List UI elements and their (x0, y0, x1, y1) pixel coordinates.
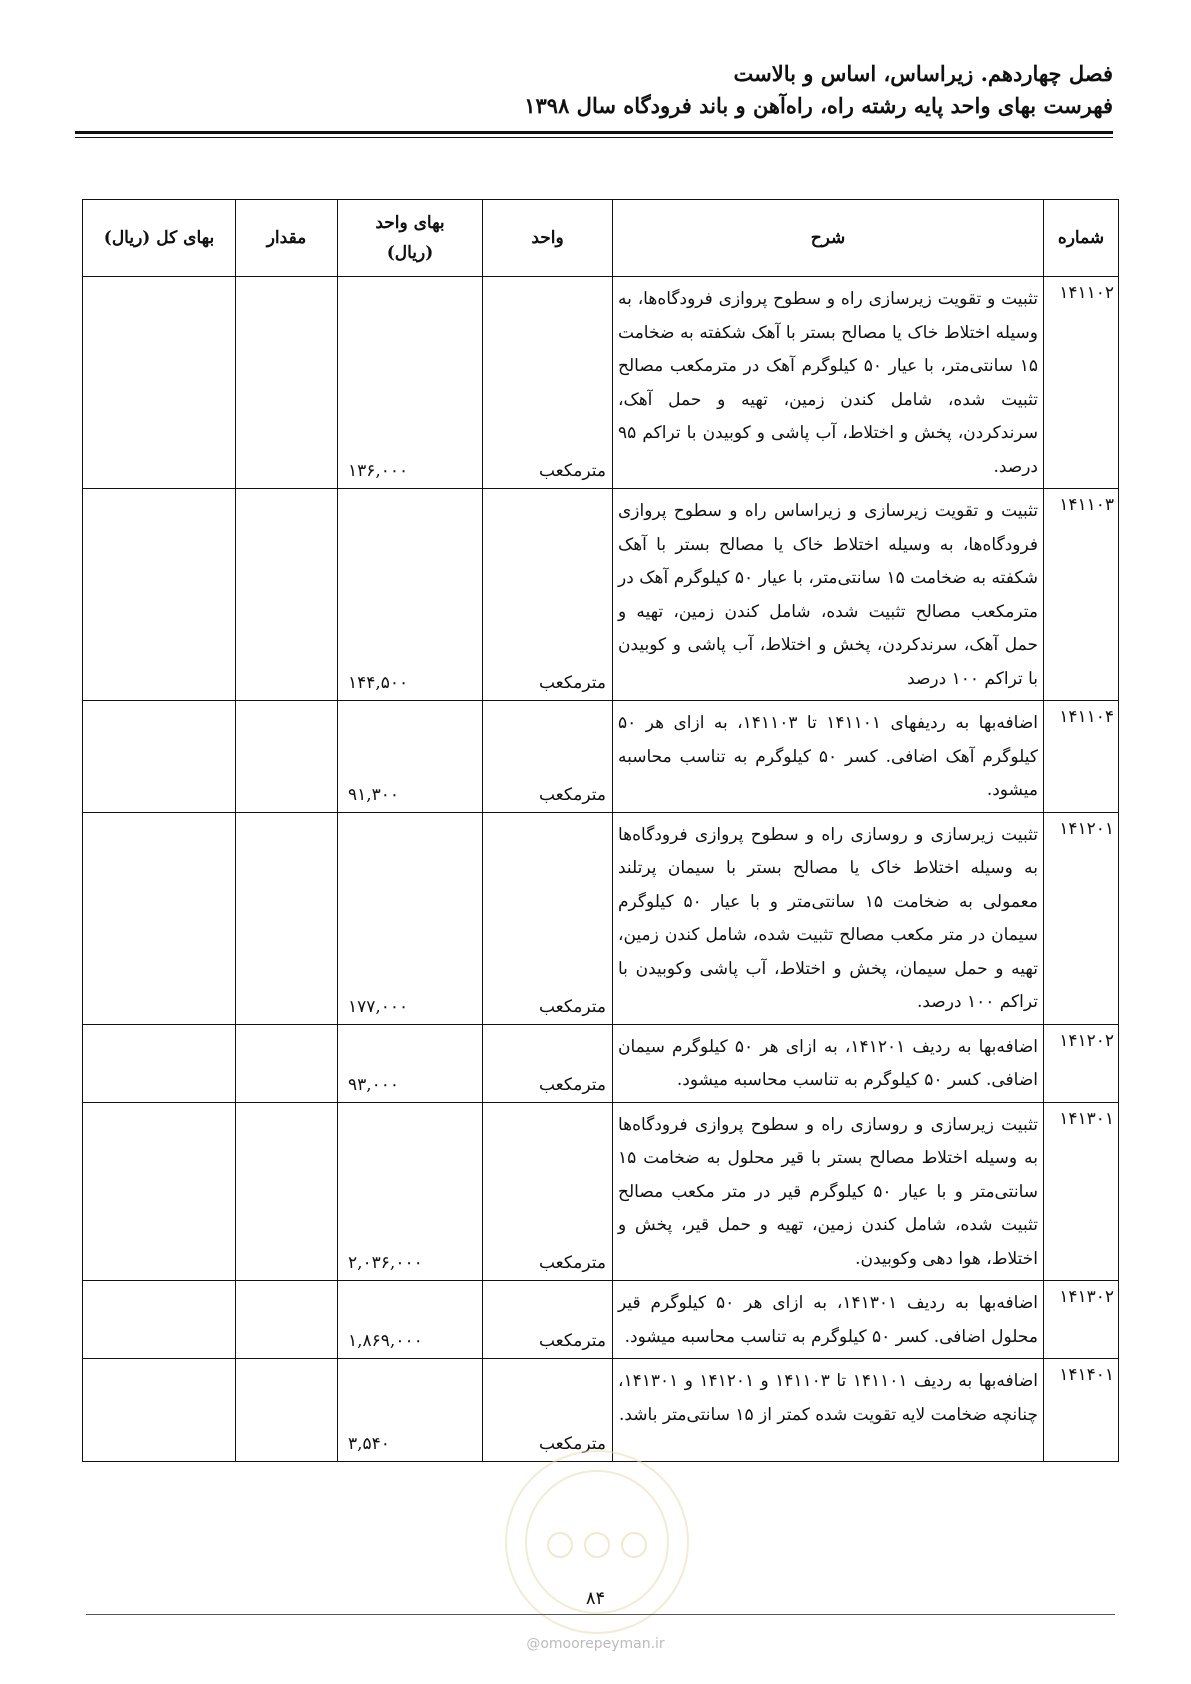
row-number: ۱۴۱۳۰۲ (1044, 1281, 1119, 1359)
row-unit-price: ۱,۸۶۹,۰۰۰ (338, 1281, 483, 1359)
header-unit: واحد (483, 200, 613, 277)
table-row (83, 1102, 1119, 1281)
table-header-row (83, 200, 1119, 277)
row-total (83, 812, 236, 1024)
row-description: اضافه‌بها به ردیف ۱۴۱۳۰۱، به ازای هر ۵۰ کیلوگرم قیر محلول اضافی. کسر ۵۰ کیلوگرم به تناسب محاسبه میشود. (613, 1281, 1044, 1359)
row-unit-price: ۳,۵۴۰ (338, 1359, 483, 1462)
row-unit-price: ۲,۰۳۶,۰۰۰ (338, 1102, 483, 1281)
row-total (83, 1024, 236, 1102)
row-total (83, 1359, 236, 1462)
row-description: اضافه‌بها به ردیفهای ۱۴۱۱۰۱ تا ۱۴۱۱۰۳، به ازای هر ۵۰ کیلوگرم آهک اضافی. کسر ۵۰ کیلوگرم به تناسب محاسبه میشود. (613, 701, 1044, 813)
row-unit: مترمکعب (483, 812, 613, 1024)
row-quantity (236, 701, 338, 813)
row-quantity (236, 812, 338, 1024)
row-quantity (236, 1024, 338, 1102)
row-unit-price: ۱۷۷,۰۰۰ (338, 812, 483, 1024)
table-row (83, 701, 1119, 813)
footer-rule (86, 1614, 1115, 1615)
row-number: ۱۴۱۱۰۴ (1044, 701, 1119, 813)
row-description: اضافه‌بها به ردیف ۱۴۱۱۰۱ تا ۱۴۱۱۰۳ و ۱۴۱۲۰۱ و ۱۴۱۳۰۱، چنانچه ضخامت لایه تقویت شده کمتر از ۱۵ سانتی‌متر باشد. (613, 1359, 1044, 1462)
table-row (83, 1024, 1119, 1102)
row-unit: مترمکعب (483, 1359, 613, 1462)
table-row (83, 1281, 1119, 1359)
row-number: ۱۴۱۳۰۱ (1044, 1102, 1119, 1281)
row-quantity (236, 277, 338, 489)
row-unit-price: ۱۴۴,۵۰۰ (338, 489, 483, 701)
row-number: ۱۴۱۴۰۱ (1044, 1359, 1119, 1462)
table-row (83, 1359, 1119, 1462)
header-unit-price-line1: بهای واحد (375, 213, 445, 233)
row-quantity (236, 1359, 338, 1462)
row-number: ۱۴۱۲۰۱ (1044, 812, 1119, 1024)
row-quantity (236, 1281, 338, 1359)
row-total (83, 489, 236, 701)
row-quantity (236, 489, 338, 701)
header-description: شرح (613, 200, 1044, 277)
row-unit: مترمکعب (483, 1281, 613, 1359)
footer-url: @omoorepeyman.ir (526, 1636, 665, 1652)
row-unit: مترمکعب (483, 701, 613, 813)
row-unit: مترمکعب (483, 489, 613, 701)
header-quantity: مقدار (236, 200, 338, 277)
header-rule-thick (75, 131, 1113, 134)
row-number: ۱۴۱۱۰۲ (1044, 277, 1119, 489)
row-unit-price: ۹۳,۰۰۰ (338, 1024, 483, 1102)
header-unit-price-line2: (ریال) (386, 243, 434, 263)
header-total: بهای کل (ریال) (83, 200, 236, 277)
row-description: تثبیت و تقویت زیرسازی راه و سطوح پروازی فرودگاه‌ها، به وسیله اختلاط خاک یا مصالح بستر با آهک شکفته به ضخامت ۱۵ سانتی‌متر، با عیار ۵۰ کیلوگرم آهک در مترمکعب مصالح تثبیت شده، شامل کندن زمین، تهیه و حمل آهک، سرندکردن، پخش و اختلاط، آب پاشی و کوبیدن با تراکم ۹۵ درصد. (613, 277, 1044, 489)
row-total (83, 277, 236, 489)
table-body (83, 277, 1119, 1462)
row-total (83, 1281, 236, 1359)
row-total (83, 1102, 236, 1281)
page-header (75, 58, 1113, 122)
row-number: ۱۴۱۱۰۳ (1044, 489, 1119, 701)
row-unit: مترمکعب (483, 277, 613, 489)
row-description: تثبیت و تقویت زیرسازی و زیراساس راه و سطوح پروازی فرودگاه‌ها، به وسیله اختلاط خاک یا مصالح بستر با آهک شکفته به ضخامت ۱۵ سانتی‌متر، با عیار ۵۰ کیلوگرم آهک در مترمکعب مصالح تثبیت شده، شامل کندن زمین، تهیه و حمل آهک، سرندکردن، پخش و اختلاط، آب پاشی و کوبیدن با تراکم ۱۰۰ درصد (613, 489, 1044, 701)
row-number: ۱۴۱۲۰۲ (1044, 1024, 1119, 1102)
table-row (83, 277, 1119, 489)
row-unit-price: ۹۱,۳۰۰ (338, 701, 483, 813)
header-number: شماره (1044, 200, 1119, 277)
watermark-icons (547, 1532, 647, 1572)
row-unit: مترمکعب (483, 1102, 613, 1281)
row-description: اضافه‌بها به ردیف ۱۴۱۲۰۱، به ازای هر ۵۰ کیلوگرم سیمان اضافی. کسر ۵۰ کیلوگرم به تناسب محاسبه میشود. (613, 1024, 1044, 1102)
header-unit-price (338, 200, 483, 277)
document-title: فهرست بهای واحد پایه رشته راه، راه‌آهن و باند فرودگاه سال ۱۳۹۸ (524, 93, 1113, 118)
row-unit-price: ۱۳۶,۰۰۰ (338, 277, 483, 489)
table-row (83, 812, 1119, 1024)
row-description: تثبیت زیرسازی و روسازی راه و سطوح پروازی فرودگاه‌ها به وسیله اختلاط خاک یا مصالح بستر با سیمان پرتلند معمولی به ضخامت ۱۵ سانتی‌متر و با عیار ۵۰ کیلوگرم سیمان در متر مکعب مصالح تثبیت شده، شامل کندن زمین، تهیه و حمل سیمان، پخش و اختلاط، آب پاشی وکوبیدن با تراکم ۱۰۰ درصد. (613, 812, 1044, 1024)
row-total (83, 701, 236, 813)
row-description: تثبیت زیرسازی و روسازی راه و سطوح پروازی فرودگاه‌ها به وسیله اختلاط مصالح بستر با قیر محلول به ضخامت ۱۵ سانتی‌متر و با عیار ۵۰ کیلوگرم قیر در متر مکعب مصالح تثبیت شده، شامل کندن زمین، تهیه و حمل قیر، پخش و اختلاط، هوا دهی وکوبیدن. (613, 1102, 1044, 1281)
chapter-title: فصل چهاردهم. زیراساس، اساس و بالاست (733, 61, 1113, 86)
row-unit: مترمکعب (483, 1024, 613, 1102)
page-number: ۸۴ (585, 1588, 606, 1609)
table-row (83, 489, 1119, 701)
row-quantity (236, 1102, 338, 1281)
price-table (82, 199, 1119, 1462)
header-rule-thin (75, 137, 1113, 138)
